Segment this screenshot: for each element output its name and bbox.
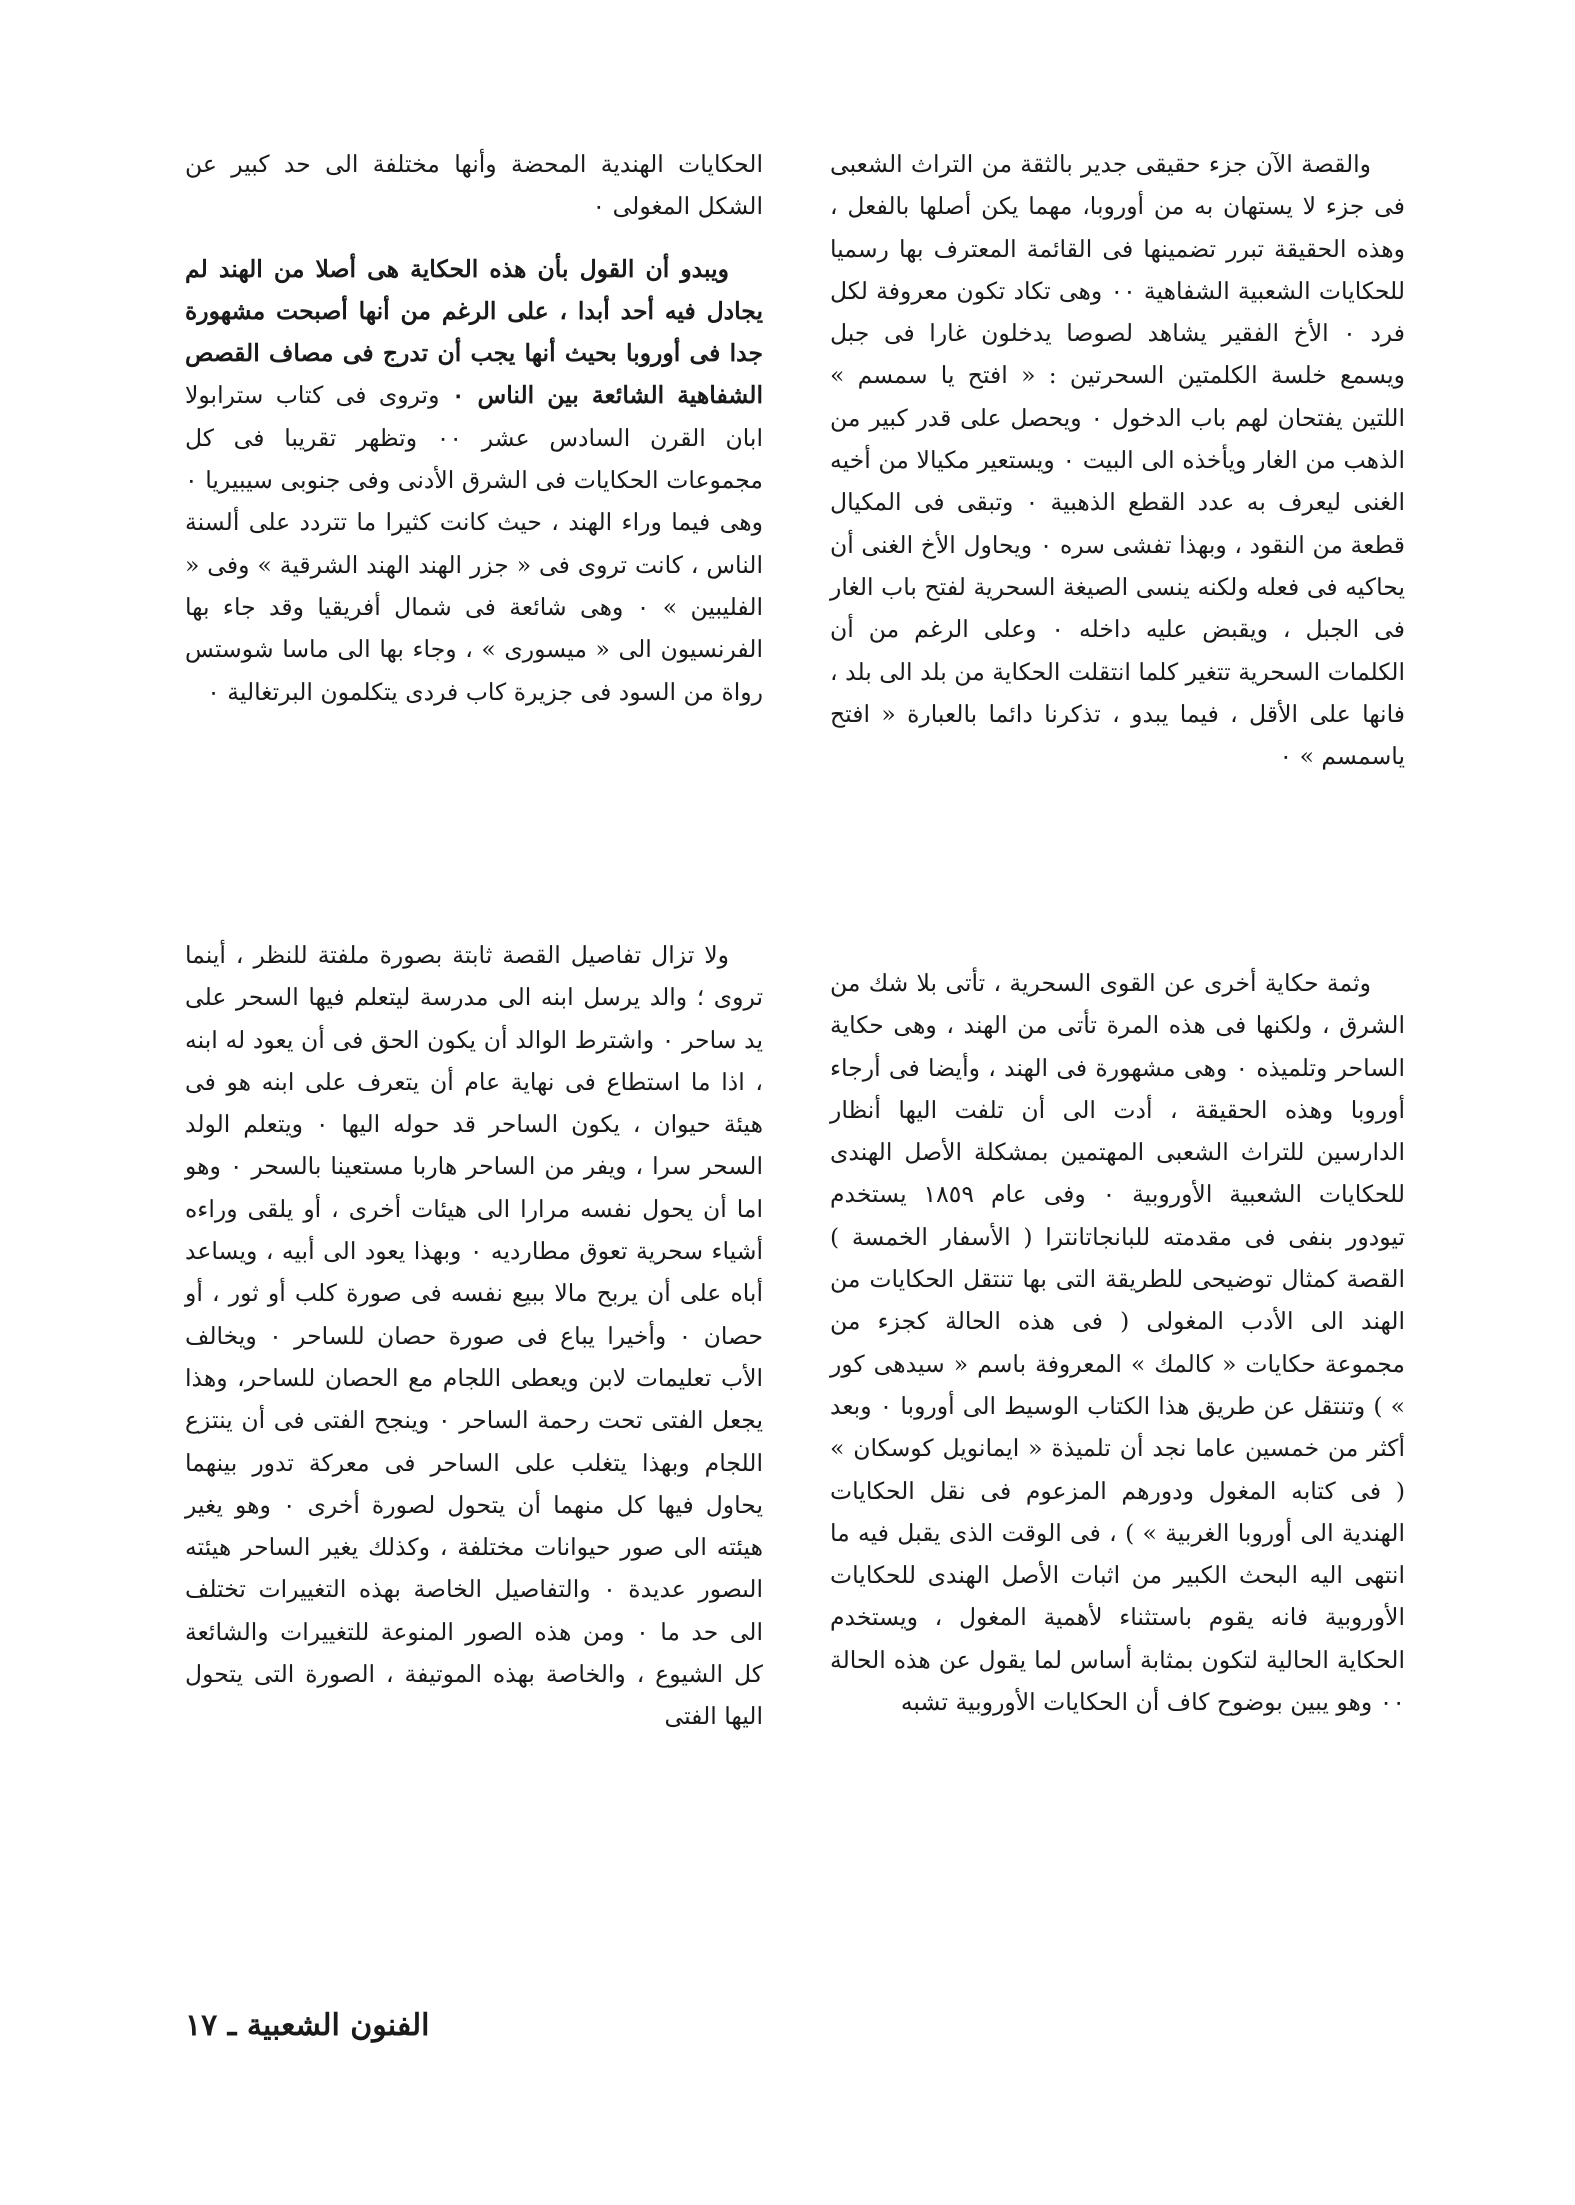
right-column-top (830, 143, 1405, 777)
left-column-top (185, 143, 763, 713)
paragraph-tale-details: ولا تزال تفاصيل القصة ثابتة بصورة ملفتة للنظر ، أينما تروى ؛ والد يرسل ابنه الى مدرسة ليتعلم فيها السحر على يد ساحر ٠ واشترط الوالد أن يكون الحق فى أن يعود له ابنه ، اذا ما استطاع فى نهاية عام أن يتعرف على ابنه هو فى هيئة حيوان ، يكون الساحر قد حوله اليها ٠ ويتعلم الولد السحر سرا ، ويفر من الساحر هاربا مستعينا بالسحر ٠ وهو اما أن يحول نفسه مرارا الى هيئات أخرى ، أو يلقى وراءه أشياء سحرية تعوق مطارديه ٠ وبهذا يعود الى أبيه ، ويساعد أباه على أن يربح مالا ببيع نفسه فى صورة كلب أو ثور ، أو حصان ٠ وأخيرا يباع فى صورة حصان للساحر ٠ ويخالف الأب تعليمات لابن ويعطى اللجام مع الحصان للساحر، وهذا يجعل الفتى تحت رحمة الساحر ٠ وينجح الفتى فى أن ينتزع اللجام وبهذا يتغلب على الساحر فى معركة تدور بينهما يحاول فيها كل منهما أن يتحول لصورة أخرى ٠ وهو يغير هيئته الى صور حيوانات مختلفة ، وكذلك يغير الساحر هيئته الىصور عديدة ٠ والتفاصيل الخاصة بهذه التغييرات تختلف الى حد ما ٠ ومن هذه الصور المنوعة للتغييرات والشائعة كل الشيوع ، والخاصة بهذه الموتيفة ، الصورة التى يتحول اليها الفتى (185, 941, 764, 1731)
page-footer: الفنون الشعبية ـ ١٧ (185, 2008, 430, 2043)
paragraph-continuation: الحكايات الهندية المحضة وأنها مختلفة الى حد كبير عن الشكل المغولى ٠ (185, 150, 763, 221)
right-column-bottom (830, 962, 1405, 1723)
paragraph-open-sesame: والقصة الآن جزء حقيقى جدير بالثقة من التراث الشعبى فى جزء لا يستهان به من أوروبا، مهما يكن أصلها بالفعل ، وهذه الحقيقة تبرر تضمينها فى القائمة المعترف بها رسميا للحكايات الشعبية الشفاهية ٠٠ وهى تكاد تكون معروفة لكل فرد ٠ الأخ الفقير يشاهد لصوصا يدخلون غارا فى جبل ويسمع خلسة الكلمتين السحرتين : « افتح يا سمسم » اللتين يفتحان لهم باب الدخول ٠ ويحصل على قدر كبير من الذهب من الغار ويأخذه الى البيت ٠ ويستعير مكيالا من أخيه الغنى ليعرف به عدد القطع الذهبية ٠ وتبقى فى المكيال قطعة من النقود ، وبهذا تفشى سره ٠ ويحاول الأخ الغنى أن يحاكيه فى فعله ولكنه ينسى الصيغة السحرية لفتح باب الغار فى الجبل ، ويقبض عليه داخله ٠ وعلى الرغم من أن الكلمات السحرية تتغير كلما انتقلت الحكاية من بلد الى بلد ، فانها على الأقل ، فيما يبدو ، تذكرنا دائما بالعبارة « افتح ياسمسم » ٠ (830, 150, 1406, 771)
left-column-bottom (185, 934, 763, 1738)
paragraph-indian-origin-rest: وتروى فى كتاب سترابولا ابان القرن السادس عشر ٠٠ وتظهر تقريبا فى كل مجموعات الحكايات فى الشرق الأدنى وفى جنوبى سيبيريا ٠ وهى فيما وراء الهند ، حيث كانت كثيرا ما تتردد على ألسنة الناس ، كانت تروى فى « جزر الهند الهند الشرقية » وفى « الفليبين » ٠ وهى شائعة فى شمال أفريقيا وقد جاء بها الفرنسيون الى « ميسورى » ، وجاء بها الى ماسا شوستس رواة من السود فى جزيرة كاب فردى يتكلمون البرتغالية ٠ (185, 381, 764, 706)
paragraph-magician-tale: وثمة حكاية أخرى عن القوى السحرية ، تأتى بلا شك من الشرق ، ولكنها فى هذه المرة تأتى من الهند ، وهى حكاية الساحر وتلميذه ٠ وهى مشهورة فى الهند ، وأيضا فى أرجاء أوروبا وهذه الحقيقة ، أدت الى أن تلفت اليها أنظار الدارسين للتراث الشعبى المهتمين بمشكلة الأصل الهندى للحكايات الشعبية الأوروبية ٠ وفى عام ١٨٥٩ يستخدم تيودور بنفى فى مقدمته للبانجاتانترا ( الأسفار الخمسة ) القصة كمثال توضيحى للطريقة التى بها تنتقل الحكايات من الهند الى الأدب المغولى ( فى هذه الحالة كجزء من مجموعة حكايات « كالمك » المعروفة باسم « سيدهى كور » ) وتنتقل عن طريق هذا الكتاب الوسيط الى أوروبا ٠ وبعد أكثر من خمسين عاما نجد أن تلميذة « ايمانويل كوسكان » ( فى كتابه المغول ودورهم المزعوم فى نقل الحكايات الهندية الى أوروبا الغربية » ) ، فى الوقت الذى يقبل فيه ما انتهى اليه البحث الكبير من اثبات الأصل الهندى للحكايات الأوروبية فانه يقوم باستثناء لأهمية المغول ، ويستخدم الحكاية الحالية لتكون بمثابة أساس لما يقول عن هذه الحالة ٠٠ وهو يبين بوضوح كاف أن الحكايات الأوروبية تشبه (830, 969, 1405, 1717)
bold-lead-sentence: ويبدو أن القول بأن هذه الحكاية هى أصلا من الهند لم يجادل فيه أحد أبدا ، على الرغم من أنها أصبحت مشهورة جدا فى أوروبا بحيث أنها يجب أن تدرج فى مصاف القصص الشفاهية الشائعة بين الناس ٠ (185, 254, 763, 410)
paragraph-indian-origin (185, 248, 763, 713)
